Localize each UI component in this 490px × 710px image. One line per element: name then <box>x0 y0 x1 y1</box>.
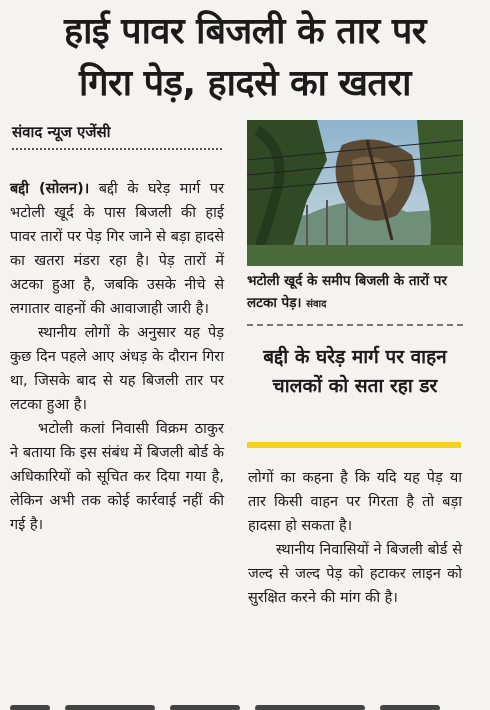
accent-rule <box>247 442 461 448</box>
cutoff-mark <box>380 705 440 710</box>
headline <box>0 6 490 110</box>
paragraph: भटोली कलां निवासी विक्रम ठाकुर ने बताया कि इस संबंध में बिजली बोर्ड के अधिकारियों को सूचित कर दिया गया है, लेकिन अभी तक कोई कार्रवाई नहीं की गई है। <box>10 421 224 533</box>
tree-on-wires-photo <box>247 120 463 266</box>
byline: संवाद न्यूज एजेंसी <box>12 122 222 150</box>
paragraph <box>10 177 224 321</box>
next-article-cutoff <box>10 696 480 710</box>
cutoff-mark <box>255 705 365 710</box>
cutoff-mark <box>170 705 240 710</box>
cutoff-mark <box>10 705 50 710</box>
right-column <box>248 466 462 610</box>
dateline: बद्दी (सोलन)। <box>10 181 90 197</box>
left-column <box>10 177 224 537</box>
paragraph: स्थानीय लोगों के अनुसार यह पेड़ कुछ दिन पहले आए अंधड़ के दौरान गिरा था, जिसके बाद से यह बिजली तार पर लटका हुआ है। <box>10 325 224 413</box>
pull-quote: बद्दी के घरेड़ मार्ग पर वाहन चालकों को सता रहा डर <box>263 346 447 397</box>
headline-line-2: गिरा पेड़, हादसे का खतरा <box>78 63 412 104</box>
paragraph: लोगों का कहना है कि यदि यह पेड़ या तार किसी वाहन पर गिरता है तो बड़ा हादसा हो सकता है। <box>248 470 462 534</box>
cutoff-mark <box>65 705 155 710</box>
caption-credit: संवाद <box>306 299 327 310</box>
photo-caption <box>247 270 463 326</box>
caption-text: भटोली खूर्द के समीप बिजली के तारों पर लटका पेड़। <box>247 273 447 311</box>
headline-line-1: हाई पावर बिजली के तार पर <box>63 11 426 52</box>
paragraph: स्थानीय निवासियों ने बिजली बोर्ड से जल्द से जल्द पेड़ को हटाकर लाइन को सुरक्षित करने की मांग की है। <box>248 542 462 606</box>
paragraph-text: बद्दी के घरेड़ मार्ग पर भटोली खूर्द के पास बिजली की हाई पावर तारों पर पेड़ गिर जाने से बड़ा हादसे का खतरा मंडरा रहा है। पेड़ तारों में अटका हुआ है, जबकि उसके नीचे से लगातार वाहनों की आवाजाही जारी है। <box>10 181 225 317</box>
news-photo <box>247 120 463 266</box>
